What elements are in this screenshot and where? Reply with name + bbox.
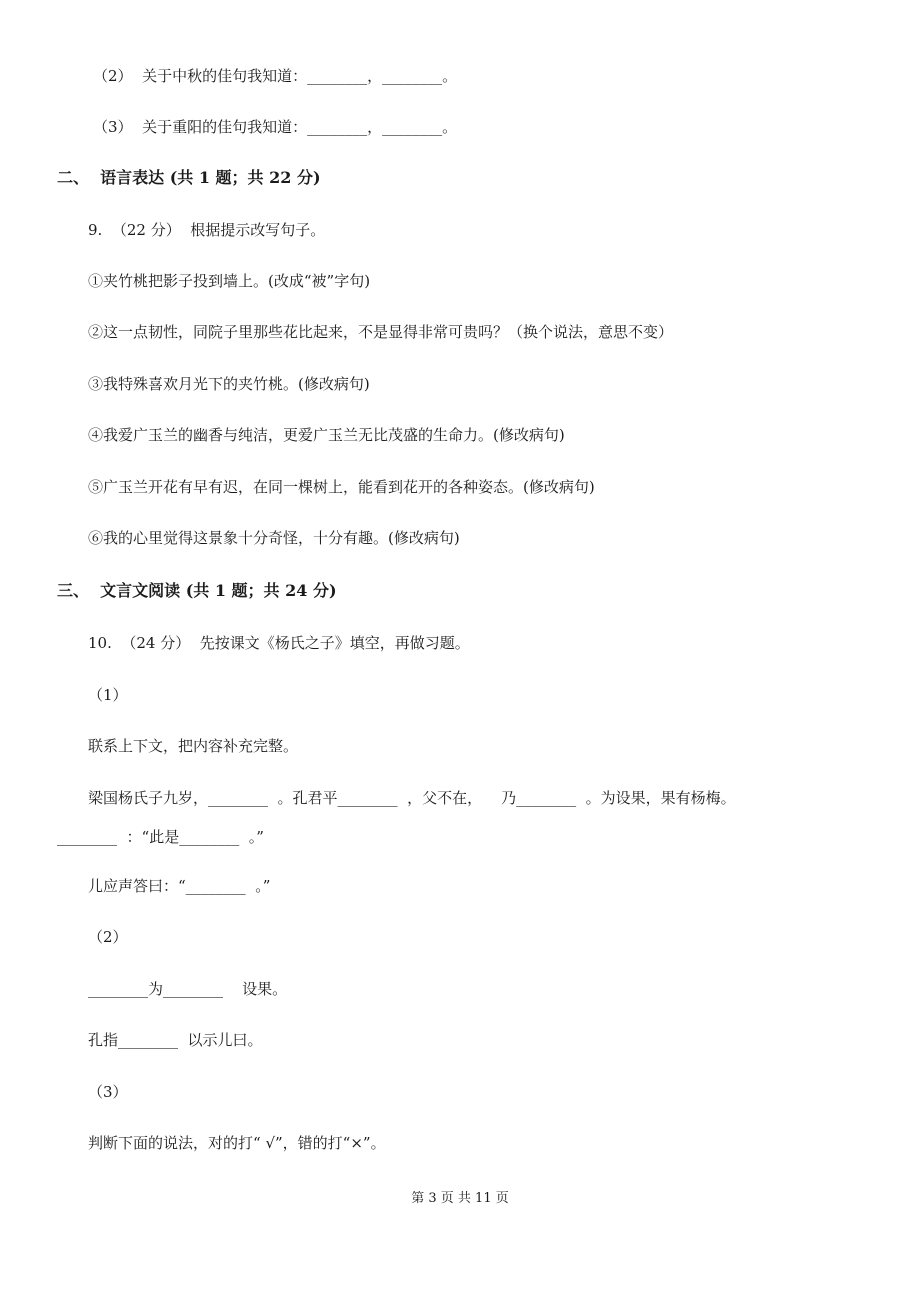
question-10-part-1-label: （1） <box>88 686 128 704</box>
page-number-footer: 第 3 页 共 11 页 <box>411 1191 509 1206</box>
question-10-fill-line-2: ________ ：“此是________ 。” <box>57 828 264 846</box>
question-9-item-6: ⑥我的心里觉得这景象十分奇怪，十分有趣。(修改病句) <box>88 529 460 547</box>
question-9-item-3: ③我特殊喜欢月光下的夹竹桃。(修改病句) <box>88 375 370 393</box>
question-10-part-3-label: （3） <box>88 1083 128 1101</box>
sub-question-3-double-ninth: （3） 关于重阳的佳句我知道：________，________。 <box>93 118 458 136</box>
section-heading-3: 三、 文言文阅读 (共 1 题；共 24 分) <box>57 581 337 600</box>
question-10-part-3-instruction: 判断下面的说法，对的打“ √”，错的打“×”。 <box>88 1134 386 1152</box>
question-10-fill-line-3: 儿应声答曰：“________ 。” <box>88 877 271 895</box>
question-9-item-5: ⑤广玉兰开花有早有迟，在同一棵树上，能看到花开的各种姿态。(修改病句) <box>88 478 595 496</box>
question-9-prompt: 9. （22 分） 根据提示改写句子。 <box>88 221 326 239</box>
question-10-part-2-line-1: ________为________ 设果。 <box>88 980 288 998</box>
question-9-item-2: ②这一点韧性，同院子里那些花比起来，不是显得非常可贵吗？（换个说法，意思不变） <box>88 323 674 341</box>
question-10-prompt: 10. （24 分） 先按课文《杨氏之子》填空，再做习题。 <box>88 634 470 652</box>
section-heading-2: 二、 语言表达 (共 1 题；共 22 分) <box>57 168 321 187</box>
question-9-item-4: ④我爱广玉兰的幽香与纯洁，更爱广玉兰无比茂盛的生命力。(修改病句) <box>88 426 565 444</box>
question-10-part-2-label: （2） <box>88 928 128 946</box>
question-10-part-2-line-2: 孔指________ 以示儿曰。 <box>88 1031 263 1049</box>
question-10-fill-line-1: 梁国杨氏子九岁，________ 。孔君平________ ，父不在， 乃________ 。为设果，果有杨梅。 <box>88 789 736 807</box>
question-10-part-1-instruction: 联系上下文，把内容补充完整。 <box>88 737 299 755</box>
sub-question-2-mid-autumn: （2） 关于中秋的佳句我知道：________，________。 <box>93 67 458 85</box>
question-9-item-1: ①夹竹桃把影子投到墙上。(改成“被”字句) <box>88 272 371 290</box>
